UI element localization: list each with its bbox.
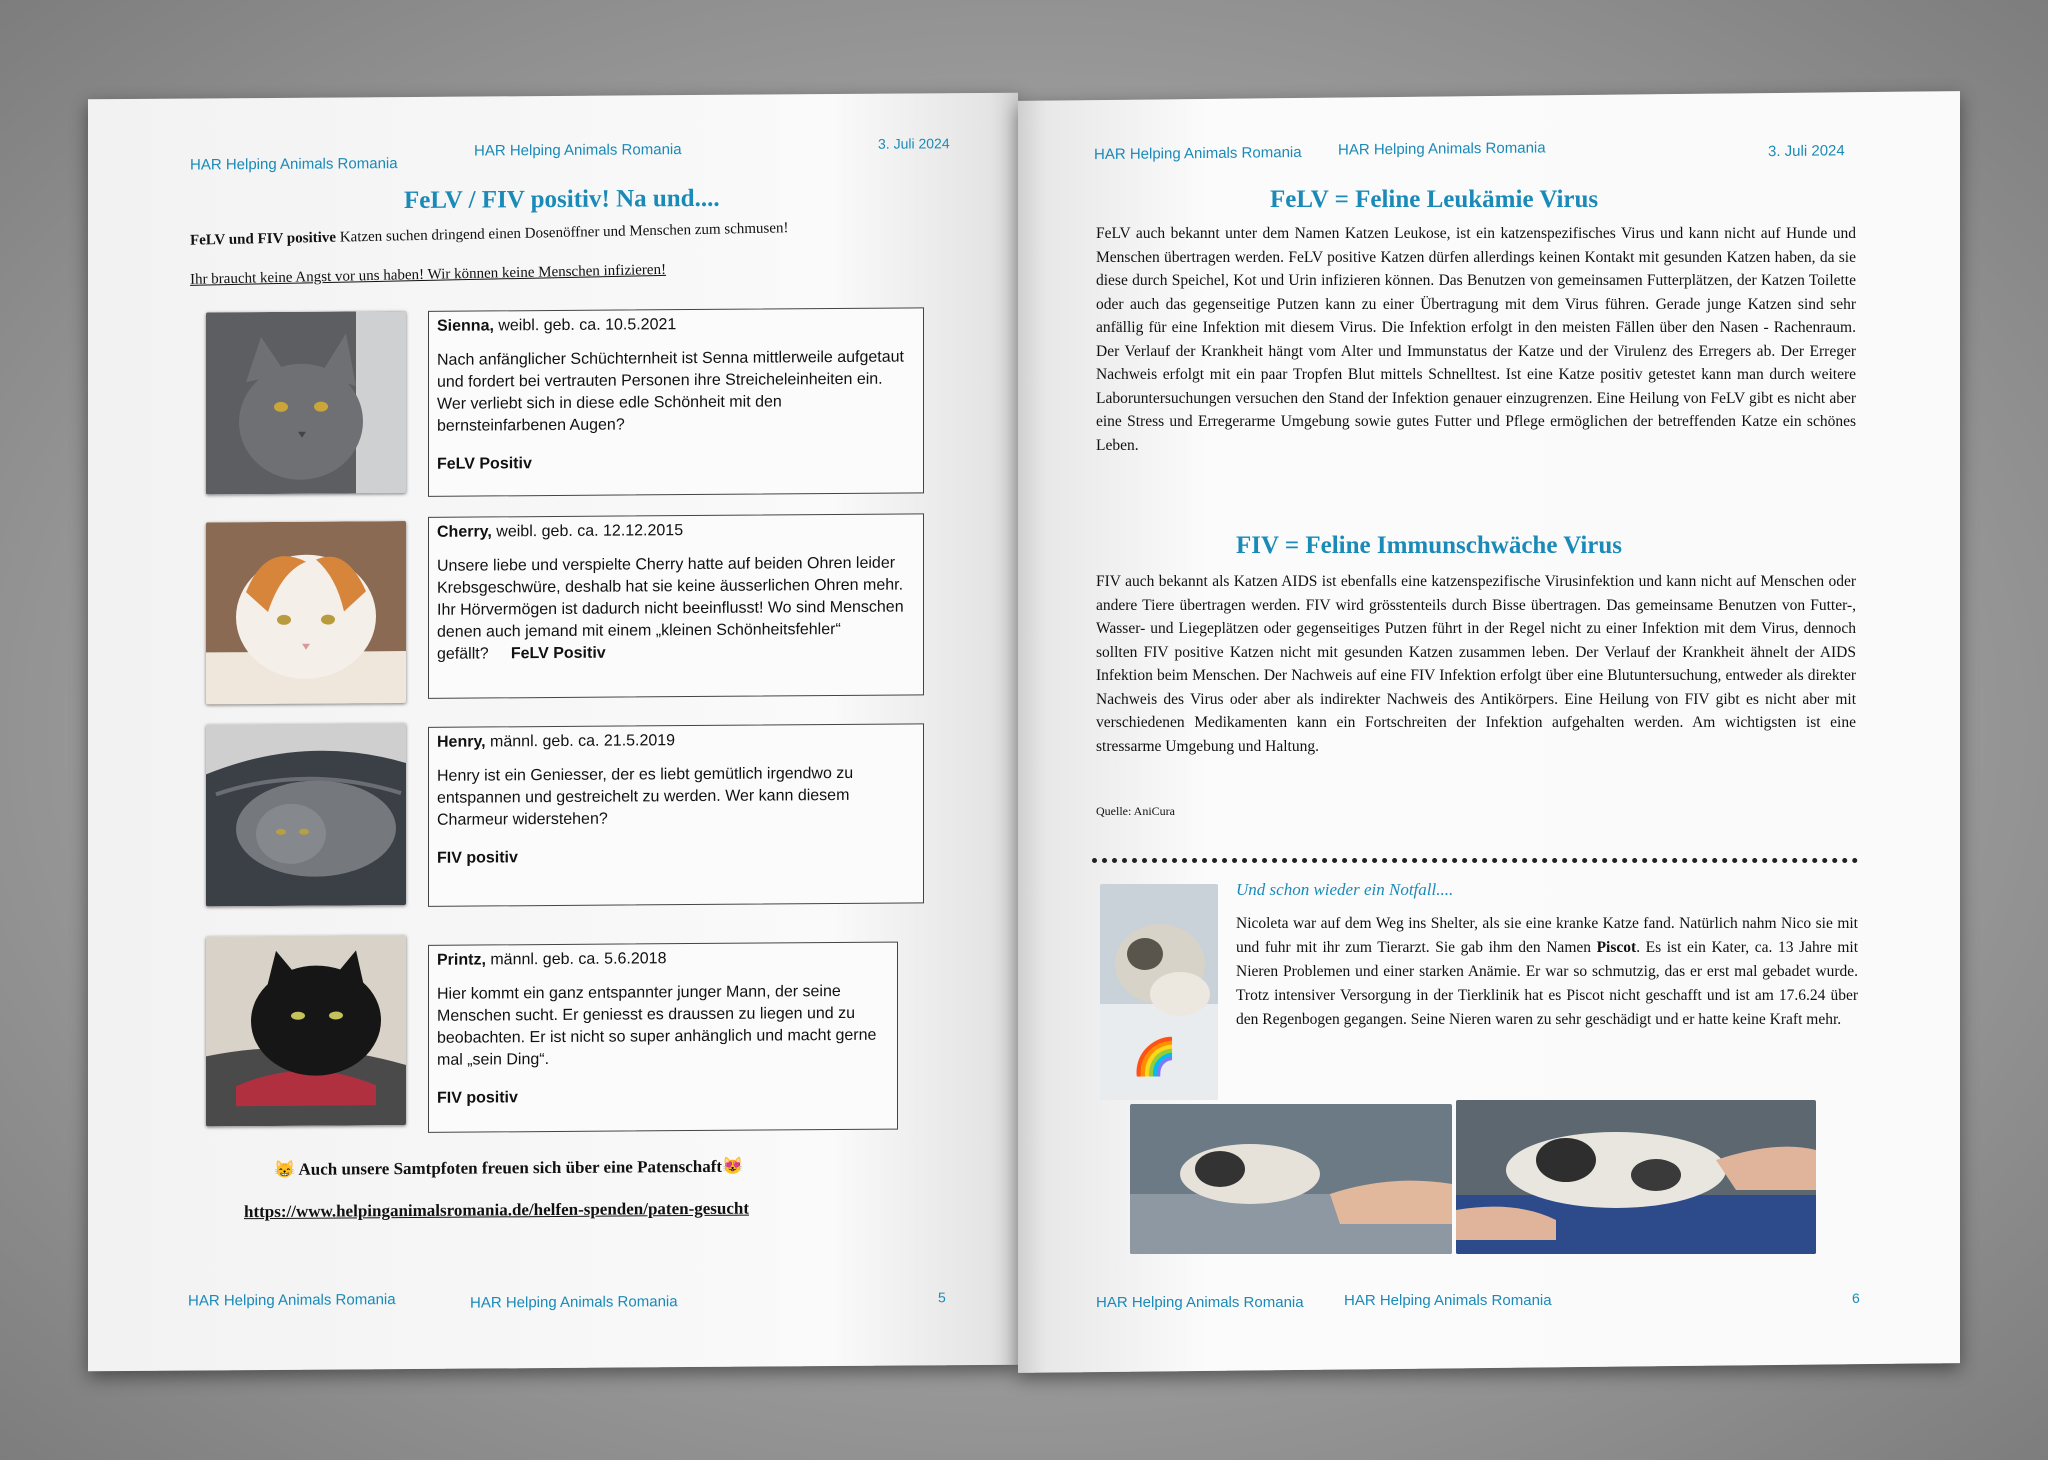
- cat-details: weibl. geb. ca. 12.12.2015: [491, 522, 684, 541]
- source-note: Quelle: AniCura: [1096, 804, 1175, 818]
- emergency-photo-clinic: [1456, 1100, 1816, 1254]
- cat-description: Nach anfänglicher Schüchternheit ist Senna mittlerweile aufgetaut und fordert bei vertrauten Personen ihre Streicheleinheiten ein. Wer verliebt sich in diese edle Schönheit mit den bernsteinfarbenen Augen?: [437, 348, 904, 435]
- cat-status: FIV positiv: [437, 849, 518, 867]
- cat-name: Sienna,: [437, 317, 494, 335]
- cat-photo-sienna: [206, 311, 406, 494]
- emergency-text-a: Nicoleta war auf dem Weg ins Shelter, als sie eine kranke Katze fand. Natürlich nahm Nico sie mit und fuhr mit ihr zum Tierarzt. Sie gab ihm den Namen: [1236, 915, 1858, 956]
- cat-description: [437, 552, 915, 665]
- cat-details: männl. geb. ca. 5.6.2018: [485, 950, 667, 969]
- footer-org-1: HAR Helping Animals Romania: [188, 1291, 396, 1310]
- cat-description: Hier kommt ein ganz entspannter junger Mann, der seine Menschen sucht. Er geniesst es draussen zu liegen und zu beobachten. Er ist nicht so super anhänglich und macht gerne mal „sein Ding“.: [437, 982, 877, 1069]
- header-org-1: HAR Helping Animals Romania: [1094, 143, 1302, 164]
- felv-text: FeLV auch bekannt unter dem Namen Katzen Leukose, ist ein katzenspezifisches Virus und kann nicht auf Hunde und Menschen übertragen werden. FeLV positive Katzen dürfen allerdings keinen Kontakt mit gesunden Katzen haben, da sie diese durch Speichel, Kot und Urin infizieren können. Das Benutzen von gemeinsamen Futterplätzen, der Katzen Toilette oder auch das gegenseitige Putzen kann zu einer Übertragung mit dem Virus führen. Gerade junge Katzen sind sehr anfällig für eine Infektion mit diesem Virus. Die Infektion erfolgt in den meisten Fällen über den Nasen - Rachenraum. Der Verlauf der Krankheit hängt vom Alter und Immunstatus der Katze und der Virulenz des Erregers ab. Der Erreger Nachweis erfolgt mit ein paar Tropfen Blut mittels Schnelltest. Ist eine Katze positiv getestet kann man durch weitere Laboruntersuchungen versuchen den Stand der Infektion genauer einzugrenzen. Eine Heilung von FeLV gibt es nicht aber eine Stress und Erregerarme Umgebung sowie gutes Futter und Pflege ermöglichen der betreffenden Katze ein schönes Leben.: [1096, 225, 1856, 454]
- intro-bold: FeLV und FIV positive: [189, 229, 337, 249]
- emergency-text: [1236, 912, 1858, 1032]
- footer-org-1-right: HAR Helping Animals Romania: [1096, 1294, 1304, 1311]
- felv-title: FeLV = Feline Leukämie Virus: [1270, 186, 1599, 213]
- header-org-2: HAR Helping Animals Romania: [474, 141, 682, 160]
- cat-photo-henry: [206, 723, 406, 906]
- cat-card-sienna: [428, 307, 924, 496]
- cat-name: Henry,: [437, 733, 486, 751]
- header-date: 3. Juli 2024: [1768, 142, 1845, 161]
- footer-org-2: HAR Helping Animals Romania: [470, 1293, 678, 1312]
- cat-name: Printz,: [437, 951, 486, 969]
- emergency-title: Und schon wieder ein Notfall....: [1236, 880, 1454, 899]
- cat-status: FeLV Positiv: [510, 644, 606, 663]
- emergency-cat-name: Piscot: [1596, 939, 1637, 956]
- cat-photo-printz: [206, 935, 406, 1126]
- cat-status: FeLV Positiv: [437, 455, 532, 473]
- footer-org-2-right: HAR Helping Animals Romania: [1344, 1292, 1552, 1309]
- tagline: Ihr braucht keine Angst vor uns haben! Wir können keine Menschen infizieren!: [189, 261, 667, 288]
- intro-rest: Katzen suchen dringend einen Dosenöffner und Menschen zum schmusen!: [335, 220, 789, 246]
- emergency-text-b: . Es ist ein Kater, ca. 13 Jahre mit Nieren Problemen und einer starken Anämie. Er war so schmutzig, das er erst mal gebadet wurde. Trotz intensiver Versorgung in der Tierklinik hat es Piscot nicht geschafft und ist am 17.6.24 über den Regenbogen gegangen. Seine Nieren waren zu sehr geschädigt und er hatte keine Kraft mehr.: [1236, 939, 1858, 1028]
- cat-card-henry: [428, 723, 924, 906]
- cat-description: Henry ist ein Geniesser, der es liebt gemütlich irgendwo zu entspannen und gestreichelt zu werden. Wer kann diesem Charmeur widerstehen?: [437, 764, 854, 829]
- header-date: 3. Juli 2024: [878, 135, 950, 152]
- sponsor-link[interactable]: https://www.helpinganimalsromania.de/helfen-spenden/paten-gesucht: [244, 1198, 750, 1222]
- page-number: 5: [938, 1289, 946, 1306]
- section-divider: [1092, 858, 1858, 863]
- sponsor-line: 😸 Auch unsere Samtpfoten freuen sich über eine Patenschaft😻: [274, 1156, 744, 1179]
- left-page: [88, 93, 1018, 1371]
- fiv-title: FIV = Feline Immunschwäche Virus: [1236, 532, 1623, 559]
- cat-name: Cherry,: [437, 523, 492, 541]
- cat-status: FIV positiv: [437, 1089, 518, 1107]
- rainbow-icon: 🌈: [1132, 1036, 1177, 1077]
- cat-details: männl. geb. ca. 21.5.2019: [485, 732, 676, 751]
- cat-details: weibl. geb. ca. 10.5.2021: [493, 316, 677, 335]
- header-org-1: HAR Helping Animals Romania: [190, 155, 398, 174]
- header-org-2: HAR Helping Animals Romania: [1338, 139, 1546, 159]
- cat-description-text: Unsere liebe und verspielte Cherry hatte auf beiden Ohren leider Krebsgeschwüre, deshalb hat sie keine äusserlichen Ohren mehr. Ihr Hörvermögen ist dadurch nicht beeinflusst! Wo sind Menschen denen auch jemand mit einem „kleinen Schönheitsfehler“ gefällt?: [437, 554, 904, 663]
- cat-photo-cherry: [206, 521, 406, 704]
- page-number-right: 6: [1852, 1290, 1860, 1306]
- emergency-photo-bath: [1130, 1104, 1452, 1254]
- fiv-text: FIV auch bekannt als Katzen AIDS ist ebenfalls eine katzenspezifische Virusinfektion und kann nicht auf Menschen oder andere Tiere übertragen werden. FIV wird grösstenteils durch Bisse übertragen. Das gemeinsame Benutzen von Futter-, Wasser- und Liegeplätzen oder gegenseitiges Putzen führt in der Regel nicht zu einer Infektion mit dem Virus, dennoch sollten FIV positive Katzen nicht mit gesunden Katzen zusammen leben. Der Verlauf der Krankheit ähnelt der AIDS Infektion beim Menschen. Der Nachweis auf eine FIV Infektion erfolgt über eine Blutuntersuchung, entweder als direkter Nachweis des Virus oder aber als indirekter Nachweis des Antikörpers. Eine Heilung von FIV gibt es nicht aber mit verschiedenen Medikamenten kann ein Fortschreiten der Infektion aufgehalten werden. Am wichtigsten ist eine stressarme Umgebung und Haltung.: [1096, 573, 1856, 755]
- intro-line: [190, 220, 789, 250]
- cat-card-cherry: [428, 513, 924, 698]
- cat-card-printz: [428, 942, 898, 1133]
- page-title: FeLV / FIV positiv! Na und....: [404, 184, 720, 215]
